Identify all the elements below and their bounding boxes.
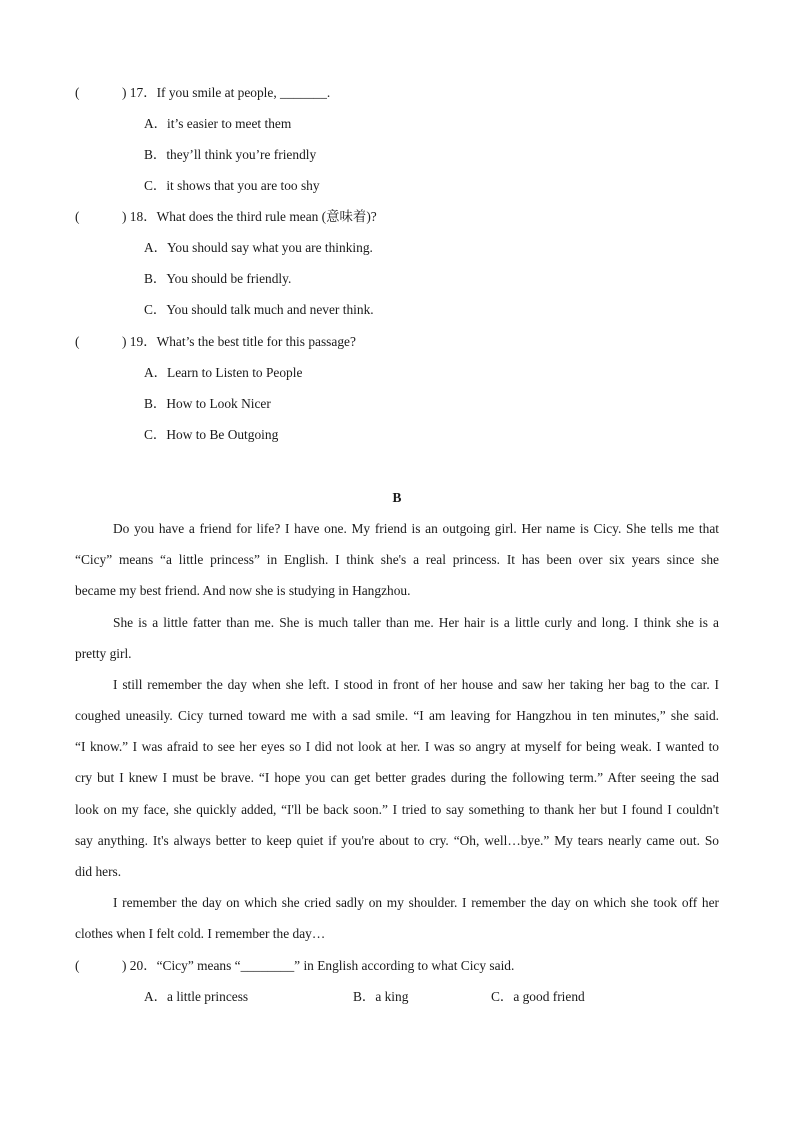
paragraph-line: “I know.” I was afraid to see her eyes so I did not look at her. I was so angry at myself for being weak. I wanted to (75, 739, 719, 754)
paragraph-line: “Cicy” means “a little princess” in English. I think she's a real princess. It has been over six years since she (75, 552, 719, 567)
paragraph-line: Do you have a friend for life? I have one. My friend is an outgoing girl. Her name is Cicy. She tells me that (113, 521, 719, 536)
paragraph-line: look on my face, she quickly added, “I'll be back soon.” I tried to say something to thank her but I found I couldn't (75, 802, 719, 817)
option-a: A．a little princess (144, 989, 249, 1004)
paragraph-line: I still remember the day when she left. I stood in front of her house and saw her taking her bag to the car. I (113, 677, 719, 692)
paragraph-line: became my best friend. And now she is studying in Hangzhou. (75, 583, 411, 598)
question-stem: ) 17．If you smile at people, _______. (122, 85, 331, 100)
option-b: B．You should be friendly. (144, 271, 292, 286)
option-c: C．You should talk much and never think. (144, 302, 374, 317)
answer-paren: ( (75, 958, 80, 973)
answer-paren: ( (75, 209, 80, 224)
option-b: B．a king (353, 989, 409, 1004)
paragraph-line: She is a little fatter than me. She is much taller than me. Her hair is a little curly and long. I think she is a (113, 615, 719, 630)
question-stem: ) 20．“Cicy” means “________” in English according to what Cicy said. (122, 958, 515, 973)
option-c: C．How to Be Outgoing (144, 427, 279, 442)
option-a: A．it’s easier to meet them (144, 116, 292, 131)
paragraph-line: cry but I knew I must be brave. “I hope you can get better grades during the following term.” After seeing the sad (75, 770, 719, 785)
question-stem: ) 19．What’s the best title for this passage? (122, 334, 356, 349)
option-b: B．How to Look Nicer (144, 396, 271, 411)
paragraph-line: I remember the day on which she cried sadly on my shoulder. I remember the day on which she took off her (113, 895, 719, 910)
paragraph-line: coughed uneasily. Cicy turned toward me with a sad smile. “I am leaving for Hangzhou in ten minutes,” she said. (75, 708, 719, 723)
paragraph-line: pretty girl. (75, 646, 132, 661)
question-stem: ) 18．What does the third rule mean (意味着)? (122, 209, 377, 224)
paragraph-line: did hers. (75, 864, 122, 879)
option-b: B．they’ll think you’re friendly (144, 147, 317, 162)
option-c: C．a good friend (491, 989, 585, 1004)
paragraph-line: say anything. It's always better to keep quiet if you're about to cry. “Oh, well…bye.” My tears nearly came out. So (75, 833, 719, 848)
option-c: C．it shows that you are too shy (144, 178, 320, 193)
section-title: B (392, 490, 402, 505)
option-a: A．You should say what you are thinking. (144, 240, 373, 255)
option-a: A．Learn to Listen to People (144, 365, 303, 380)
answer-paren: ( (75, 85, 80, 100)
answer-paren: ( (75, 334, 80, 349)
paragraph-line: clothes when I felt cold. I remember the day… (75, 926, 326, 941)
